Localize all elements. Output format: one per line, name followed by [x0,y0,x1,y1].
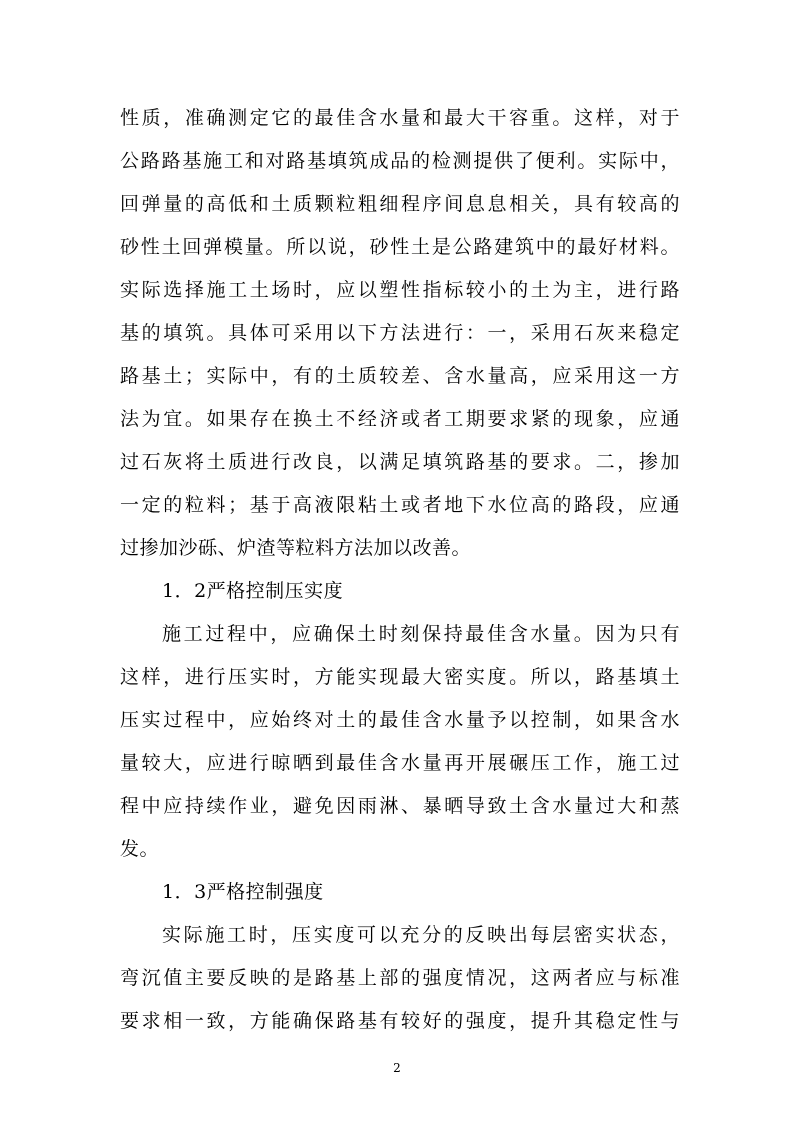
text-line: 实际选择施工土场时，应以塑性指标较小的土为主，进行路 [120,279,680,301]
text-line: 要求相一致，方能确保路基有较好的强度，提升其稳定性与 [120,1010,680,1032]
text-line: 一定的粒料；基于高液限粘土或者地下水位高的路段，应通 [120,494,680,516]
text-line: 砂性土回弹模量。所以说，砂性土是公路建筑中的最好材料。 [120,236,680,258]
text-line: 基的填筑。具体可采用以下方法进行：一，采用石灰来稳定 [120,322,680,344]
text-line: 公路路基施工和对路基填筑成品的检测提供了便利。实际中， [120,150,680,172]
text-line: 这样，进行压实时，方能实现最大密实度。所以，路基填土 [120,666,680,688]
text-line: 法为宜。如果存在换土不经济或者工期要求紧的现象，应通 [120,408,680,430]
text-line: 量较大，应进行晾晒到最佳含水量再开展碾压工作，施工过 [120,752,680,774]
text-line: 程中应持续作业，避免因雨淋、暴晒导致土含水量过大和蒸 [120,795,680,817]
section-heading: 1．3严格控制强度 [162,881,324,903]
text-line: 实际施工时，压实度可以充分的反映出每层密实状态， [162,924,680,946]
text-line: 性质，准确测定它的最佳含水量和最大干容重。这样，对于 [120,107,680,129]
section-heading: 1．2严格控制压实度 [162,580,344,602]
text-line: 发。 [120,838,160,860]
text-line: 回弹量的高低和土质颗粒粗细程序间息息相关，具有较高的 [120,193,680,215]
text-line: 压实过程中，应始终对土的最佳含水量予以控制，如果含水 [120,709,680,731]
text-line: 弯沉值主要反映的是路基上部的强度情况，这两者应与标准 [120,967,680,989]
text-line: 路基土；实际中，有的土质较差、含水量高，应采用这一方 [120,365,680,387]
text-line: 施工过程中，应确保土时刻保持最佳含水量。因为只有 [162,623,680,645]
text-line: 过掺加沙砾、炉渣等粒料方法加以改善。 [120,537,472,559]
text-line: 过石灰将土质进行改良，以满足填筑路基的要求。二，掺加 [120,451,680,473]
page-number: 2 [393,1061,401,1075]
